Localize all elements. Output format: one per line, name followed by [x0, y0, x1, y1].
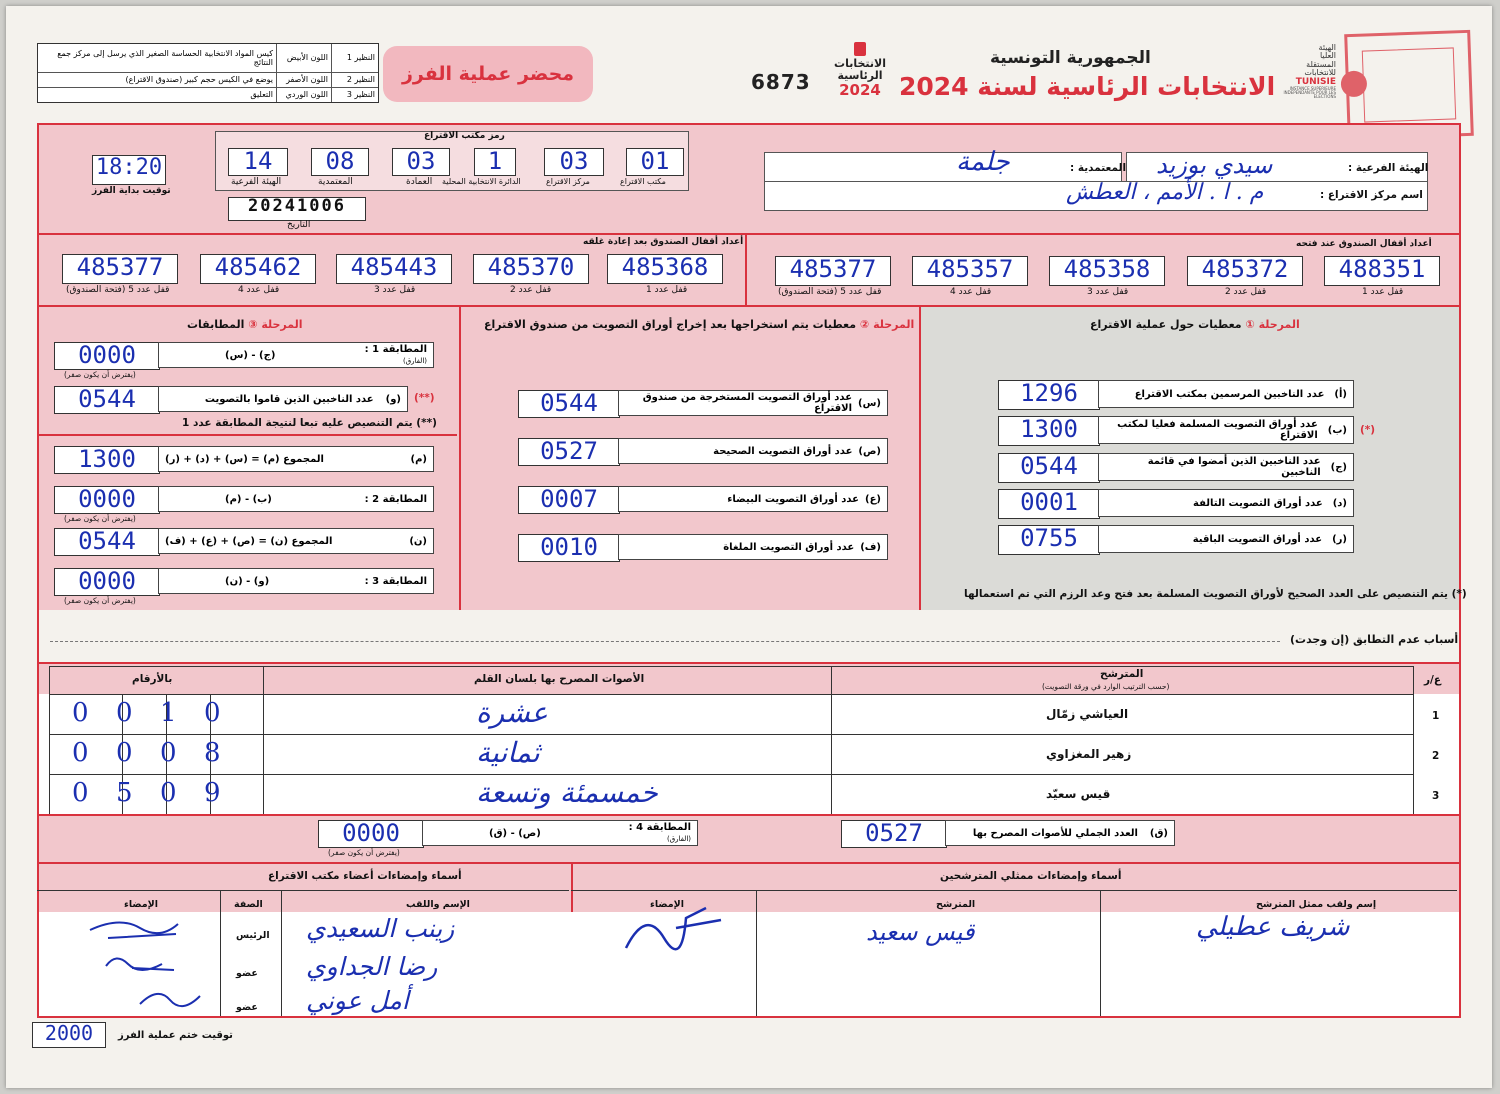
m3-value[interactable]: 0000 — [54, 568, 160, 596]
open-lock-3[interactable]: 485358 — [1049, 256, 1165, 286]
candidate-vote-digit: 0 — [116, 738, 133, 768]
phase2-s-label: (س) عدد أوراق التصويت المستخرجة من صندوق الاقتراع — [618, 390, 888, 416]
phase1-label: (أ) عدد الناخبين المرسمين بمكتب الاقتراع — [1098, 380, 1354, 408]
members-col-signature: الإمضاء — [124, 899, 158, 910]
open-lock-2[interactable]: 485372 — [1187, 256, 1303, 286]
open-lock-1-label: قفل عدد 1 — [1362, 287, 1404, 297]
rep-candidate-value: قيس سعيد — [866, 918, 975, 946]
center-label: اسم مركز الاقتراع : — [1320, 189, 1423, 201]
m1-label-box: المطابقة 1 : (الفارق) (ج) - (س) — [158, 342, 434, 368]
candidate-vote-digit: 0 — [72, 738, 89, 768]
logo-year: 2024 — [839, 81, 881, 100]
q-total-label-box: (ق) العدد الجملي للأصوات المصرح بها — [945, 820, 1175, 846]
candidate-num: 3 — [1432, 790, 1440, 802]
sub-authority-label: الهيئة الفرعية : — [1348, 162, 1429, 174]
col-digits-header: بالأرقام — [132, 673, 173, 685]
phase1-label: (ر) عدد أوراق التصويت الباقية — [1098, 525, 1354, 553]
form-title: محضر عملية الفرز — [401, 63, 575, 85]
mismatch-label: أسباب عدم التطابق (إن وجدت) — [1290, 633, 1459, 646]
candidate-vote-digit: 5 — [116, 778, 133, 808]
phase1-value[interactable]: 1296 — [998, 380, 1100, 410]
code-center[interactable]: 03 — [544, 148, 604, 176]
code-imada[interactable]: 03 — [392, 148, 450, 176]
reps-col-name: إسم ولقب ممثل المترشح — [1256, 899, 1377, 910]
member-role: عضو — [236, 968, 258, 979]
m1-value[interactable]: 0000 — [54, 342, 160, 370]
station-code-title: رمز مكتب الاقتراع — [424, 131, 505, 141]
close-lock-2-label: قفل عدد 2 — [510, 285, 552, 295]
date-label: التاريخ — [287, 220, 311, 230]
phase1-label: (د) عدد أوراق التصويت التالفة — [1098, 489, 1354, 517]
end-time-value: 2000 — [44, 1021, 94, 1045]
candidate-name: العياشي زمّال — [1046, 707, 1129, 721]
election-title: الانتخابات الرئاسية لسنة 2024 — [899, 72, 1276, 101]
legend-color: اللون الوردي — [277, 87, 332, 102]
tunisia-flag-icon — [854, 42, 866, 56]
isie-l2: العليا — [1319, 51, 1336, 61]
isie-l4: للانتخابات — [1304, 68, 1336, 78]
candidate-row-divider — [49, 774, 1413, 775]
candidate-num: 2 — [1432, 750, 1440, 762]
phase3-divider — [37, 434, 457, 436]
candidate-row-divider — [49, 694, 1413, 695]
center-value: م . ا . الأمم ، العطش — [1066, 180, 1264, 205]
col-name-header: المترشح — [1100, 668, 1144, 680]
m2-value[interactable]: 0000 — [54, 486, 160, 514]
phase1-label: (ج) عدد الناخبين الذين أمضوا في قائمة الناخبين — [1098, 453, 1354, 481]
code-label-imada: العمادة — [406, 177, 433, 187]
logo-line1: الانتخابات — [834, 57, 886, 70]
candidate-votes-words: عشرة — [476, 696, 548, 729]
code-label-center: مركز الاقتراع — [546, 177, 590, 186]
m4-value[interactable]: 0000 — [318, 820, 424, 848]
code-label-local-district: الدائرة الانتخابية المحلية — [442, 177, 521, 186]
col-words-header: الأصوات المصرح بها بلسان القلم — [474, 673, 645, 685]
phase1-value[interactable]: 1300 — [998, 416, 1100, 446]
counting-report-sheet — [6, 6, 1492, 1088]
phase1-value[interactable]: 0755 — [998, 525, 1100, 555]
candidate-row-divider — [49, 734, 1413, 735]
open-lock-5[interactable]: 485377 — [775, 256, 891, 286]
form-title-badge — [383, 46, 593, 102]
col-name-subheader: (حسب الترتيب الوارد في ورقة التصويت) — [1042, 682, 1170, 691]
candidate-vote-digit: 0 — [204, 698, 221, 728]
rep-signature-scribble — [616, 898, 736, 958]
candidate-vote-digit: 0 — [72, 778, 89, 808]
n-total-label-box: (ن) المجموع (ن) = (ص) + (ع) + (ف) — [158, 528, 434, 554]
delegation-label: المعتمدية : — [1070, 162, 1127, 174]
close-lock-2[interactable]: 485370 — [473, 254, 589, 284]
m-total-label-box: (م) المجموع (م) = (س) + (د) + (ر) — [158, 446, 434, 472]
phase1-note: (*) يتم التنصيص على العدد الصحيح لأوراق التصويت المسلمة بعد فتح وعد الرزم التي تم استعمالها — [964, 588, 1467, 600]
phase2-ain-value[interactable]: 0007 — [518, 486, 620, 514]
sub-authority-value: سيدي بوزيد — [1156, 151, 1273, 179]
isie-l1: الهيئة — [1318, 43, 1336, 52]
phase2-s-value[interactable]: 0544 — [518, 390, 620, 418]
legend-num: النظير 1 — [332, 44, 379, 72]
w-label-box: (و) عدد الناخبين الذين قاموا بالتصويت — [158, 386, 408, 412]
legend-table — [37, 43, 379, 103]
candidate-num: 1 — [1432, 710, 1440, 722]
w-star: (**) — [414, 392, 435, 404]
open-lock-2-label: قفل عدد 2 — [1225, 287, 1267, 297]
candidate-vote-digit: 1 — [160, 698, 177, 728]
phase2-fa-label: (ف) عدد أوراق التصويت الملغاة — [618, 534, 888, 560]
reps-col-candidate: المترشح — [936, 899, 976, 910]
totals-section — [37, 814, 1461, 864]
m4-label-box: المطابقة 4 : (الفارق) (ص) - (ق) — [422, 820, 698, 846]
m4-zero-note: (يفترض أن يكون صفر) — [328, 848, 400, 857]
phase2-sad-value[interactable]: 0527 — [518, 438, 620, 466]
reps-title: أسماء وإمضاءات ممثلي المترشحين — [940, 870, 1122, 882]
isie-sub: INSTANCE SUPERIEURE INDEPENDANTE POUR LES ELECTIONS — [1283, 86, 1336, 100]
candidates-body — [37, 694, 1461, 814]
member-signatures-scribble — [80, 912, 220, 1016]
isie-logo — [1266, 44, 1336, 112]
phase2-fa-value[interactable]: 0010 — [518, 534, 620, 562]
legend-num: النظير 2 — [332, 72, 379, 87]
candidate-vote-digit: 8 — [204, 738, 221, 768]
legend-color: اللون الأصفر — [277, 72, 332, 87]
code-label-sub-authority: الهيئة الفرعية — [231, 177, 282, 187]
m-total-value[interactable]: 1300 — [54, 446, 160, 474]
end-time-field[interactable] — [32, 1022, 106, 1048]
legend-num: النظير 3 — [332, 87, 379, 102]
candidate-name: زهير المغزاوي — [1046, 747, 1132, 761]
members-title: أسماء وإمضاءات أعضاء مكتب الاقتراع — [268, 870, 462, 882]
start-time-value: 18:20 — [95, 155, 163, 180]
m2-zero-note: (يفترض أن يكون صفر) — [64, 514, 136, 523]
candidate-vote-digit: 0 — [160, 738, 177, 768]
col-num-header: ع/ر — [1424, 674, 1442, 686]
close-lock-4[interactable]: 485462 — [200, 254, 316, 284]
member-name: أمل عوني — [306, 986, 409, 1015]
phase3-title: المرحلة ③ المطابقات — [187, 318, 303, 331]
candidate-votes-words: خمسمئة وتسعة — [476, 776, 658, 809]
isie-l3: المستقلة — [1306, 59, 1336, 69]
q-total-value[interactable]: 0527 — [841, 820, 947, 848]
legend-desc: التعليق — [250, 90, 273, 100]
code-local-district[interactable]: 1 — [474, 148, 516, 176]
members-col-role: الصفة — [234, 899, 263, 910]
delegation-value: جلمة — [956, 147, 1010, 177]
close-lock-4-label: قفل عدد 4 — [238, 285, 280, 295]
code-delegation[interactable]: 08 — [311, 148, 369, 176]
member-name: زينب السعيدي — [306, 914, 455, 943]
code-office[interactable]: 01 — [626, 148, 684, 176]
close-lock-3[interactable]: 485443 — [336, 254, 452, 284]
reps-col-signature: الإمضاء — [650, 899, 684, 910]
election-logo — [828, 42, 892, 114]
republic-name: الجمهورية التونسية — [990, 48, 1151, 68]
phase1-value[interactable]: 0544 — [998, 453, 1100, 483]
phase2-sad-label: (ص) عدد أوراق التصويت الصحيحة — [618, 438, 888, 464]
locks-open-title: أعداد أقفال الصندوق عند فتحه — [1296, 239, 1432, 249]
start-time-field[interactable] — [92, 155, 166, 185]
open-lock-3-label: قفل عدد 3 — [1087, 287, 1129, 297]
legend-desc: كيس المواد الانتخابية الحساسة الصغير الذي يرسل إلى مركز جمع النتائج — [57, 48, 273, 67]
close-lock-1-label: قفل عدد 1 — [646, 285, 688, 295]
close-lock-1[interactable]: 485368 — [607, 254, 723, 284]
candidate-name: قيس سعيّد — [1046, 787, 1111, 801]
members-col-name: الإسم واللقب — [406, 899, 470, 910]
mismatch-line[interactable] — [50, 641, 1280, 642]
code-label-office: مكتب الاقتراع — [620, 177, 666, 186]
serial-number: 6873 — [751, 70, 811, 94]
code-label-delegation: المعتمدية — [318, 177, 353, 187]
m1-zero-note: (يفترض أن يكون صفر) — [64, 370, 136, 379]
phase1-value[interactable]: 0001 — [998, 489, 1100, 519]
rep-name-value: شريف عطيلي — [1196, 912, 1350, 942]
open-lock-5-label: قفل عدد 5 (فتحة الصندوق) — [778, 287, 882, 297]
open-lock-1[interactable]: 488351 — [1324, 256, 1440, 286]
w-value[interactable]: 0544 — [54, 386, 160, 414]
phase1-star: (*) — [1360, 424, 1376, 436]
candidate-votes-words: ثمانية — [476, 736, 540, 769]
phase1-title: المرحلة ① معطيات حول عملية الاقتراع — [1090, 318, 1300, 331]
code-sub-authority[interactable]: 14 — [228, 148, 288, 176]
start-time-label: توقيت بداية الفرز — [92, 186, 171, 196]
phase2-ain-label: (ع) عدد أوراق التصويت البيضاء — [618, 486, 888, 512]
m2-label-box: المطابقة 2 : (ب) - (م) — [158, 486, 434, 512]
member-role: عضو — [236, 1002, 258, 1013]
locks-close-title: أعداد أقفال الصندوق بعد إعادة غلقه — [583, 237, 744, 247]
m3-zero-note: (يفترض أن يكون صفر) — [64, 596, 136, 605]
mismatch-row — [37, 610, 1461, 662]
logo-line2: الرئاسية — [837, 69, 883, 83]
phase2-title: المرحلة ② معطيات يتم استخراجها بعد إخراج أوراق التصويت من صندوق الاقتراع — [484, 318, 915, 331]
isie-abbr: TUNISIE — [1295, 76, 1336, 87]
close-lock-5[interactable]: 485377 — [62, 254, 178, 284]
open-lock-4[interactable]: 485357 — [912, 256, 1028, 286]
candidate-vote-digit: 0 — [116, 698, 133, 728]
member-role: الرئيس — [236, 930, 270, 941]
candidate-vote-digit: 0 — [160, 778, 177, 808]
end-time-label: توقيت ختم عملية الفرز — [118, 1030, 233, 1041]
candidates-header-bg — [37, 662, 1461, 698]
close-lock-5-label: قفل عدد 5 (فتحة الصندوق) — [66, 285, 170, 295]
phase1-label: (ب) عدد أوراق التصويت المسلمة فعليا لمكتب الاقتراع — [1098, 416, 1354, 444]
n-total-value[interactable]: 0544 — [54, 528, 160, 556]
candidate-vote-digit: 9 — [204, 778, 221, 808]
open-lock-4-label: قفل عدد 4 — [950, 287, 992, 297]
date-field[interactable] — [228, 197, 366, 221]
candidate-vote-digit: 0 — [72, 698, 89, 728]
close-lock-3-label: قفل عدد 3 — [374, 285, 416, 295]
date-value: 20241006 — [248, 196, 346, 216]
legend-color: اللون الأبيض — [277, 44, 332, 72]
member-name: رضا الجداوي — [306, 952, 438, 981]
m3-label-box: المطابقة 3 : (و) - (ن) — [158, 568, 434, 594]
w-note: (**) يتم التنصيص عليه تبعا لنتيجة المطابقة عدد 1 — [182, 417, 437, 429]
legend-desc: يوضع في الكيس حجم كبير (صندوق الاقتراع) — [125, 75, 273, 85]
